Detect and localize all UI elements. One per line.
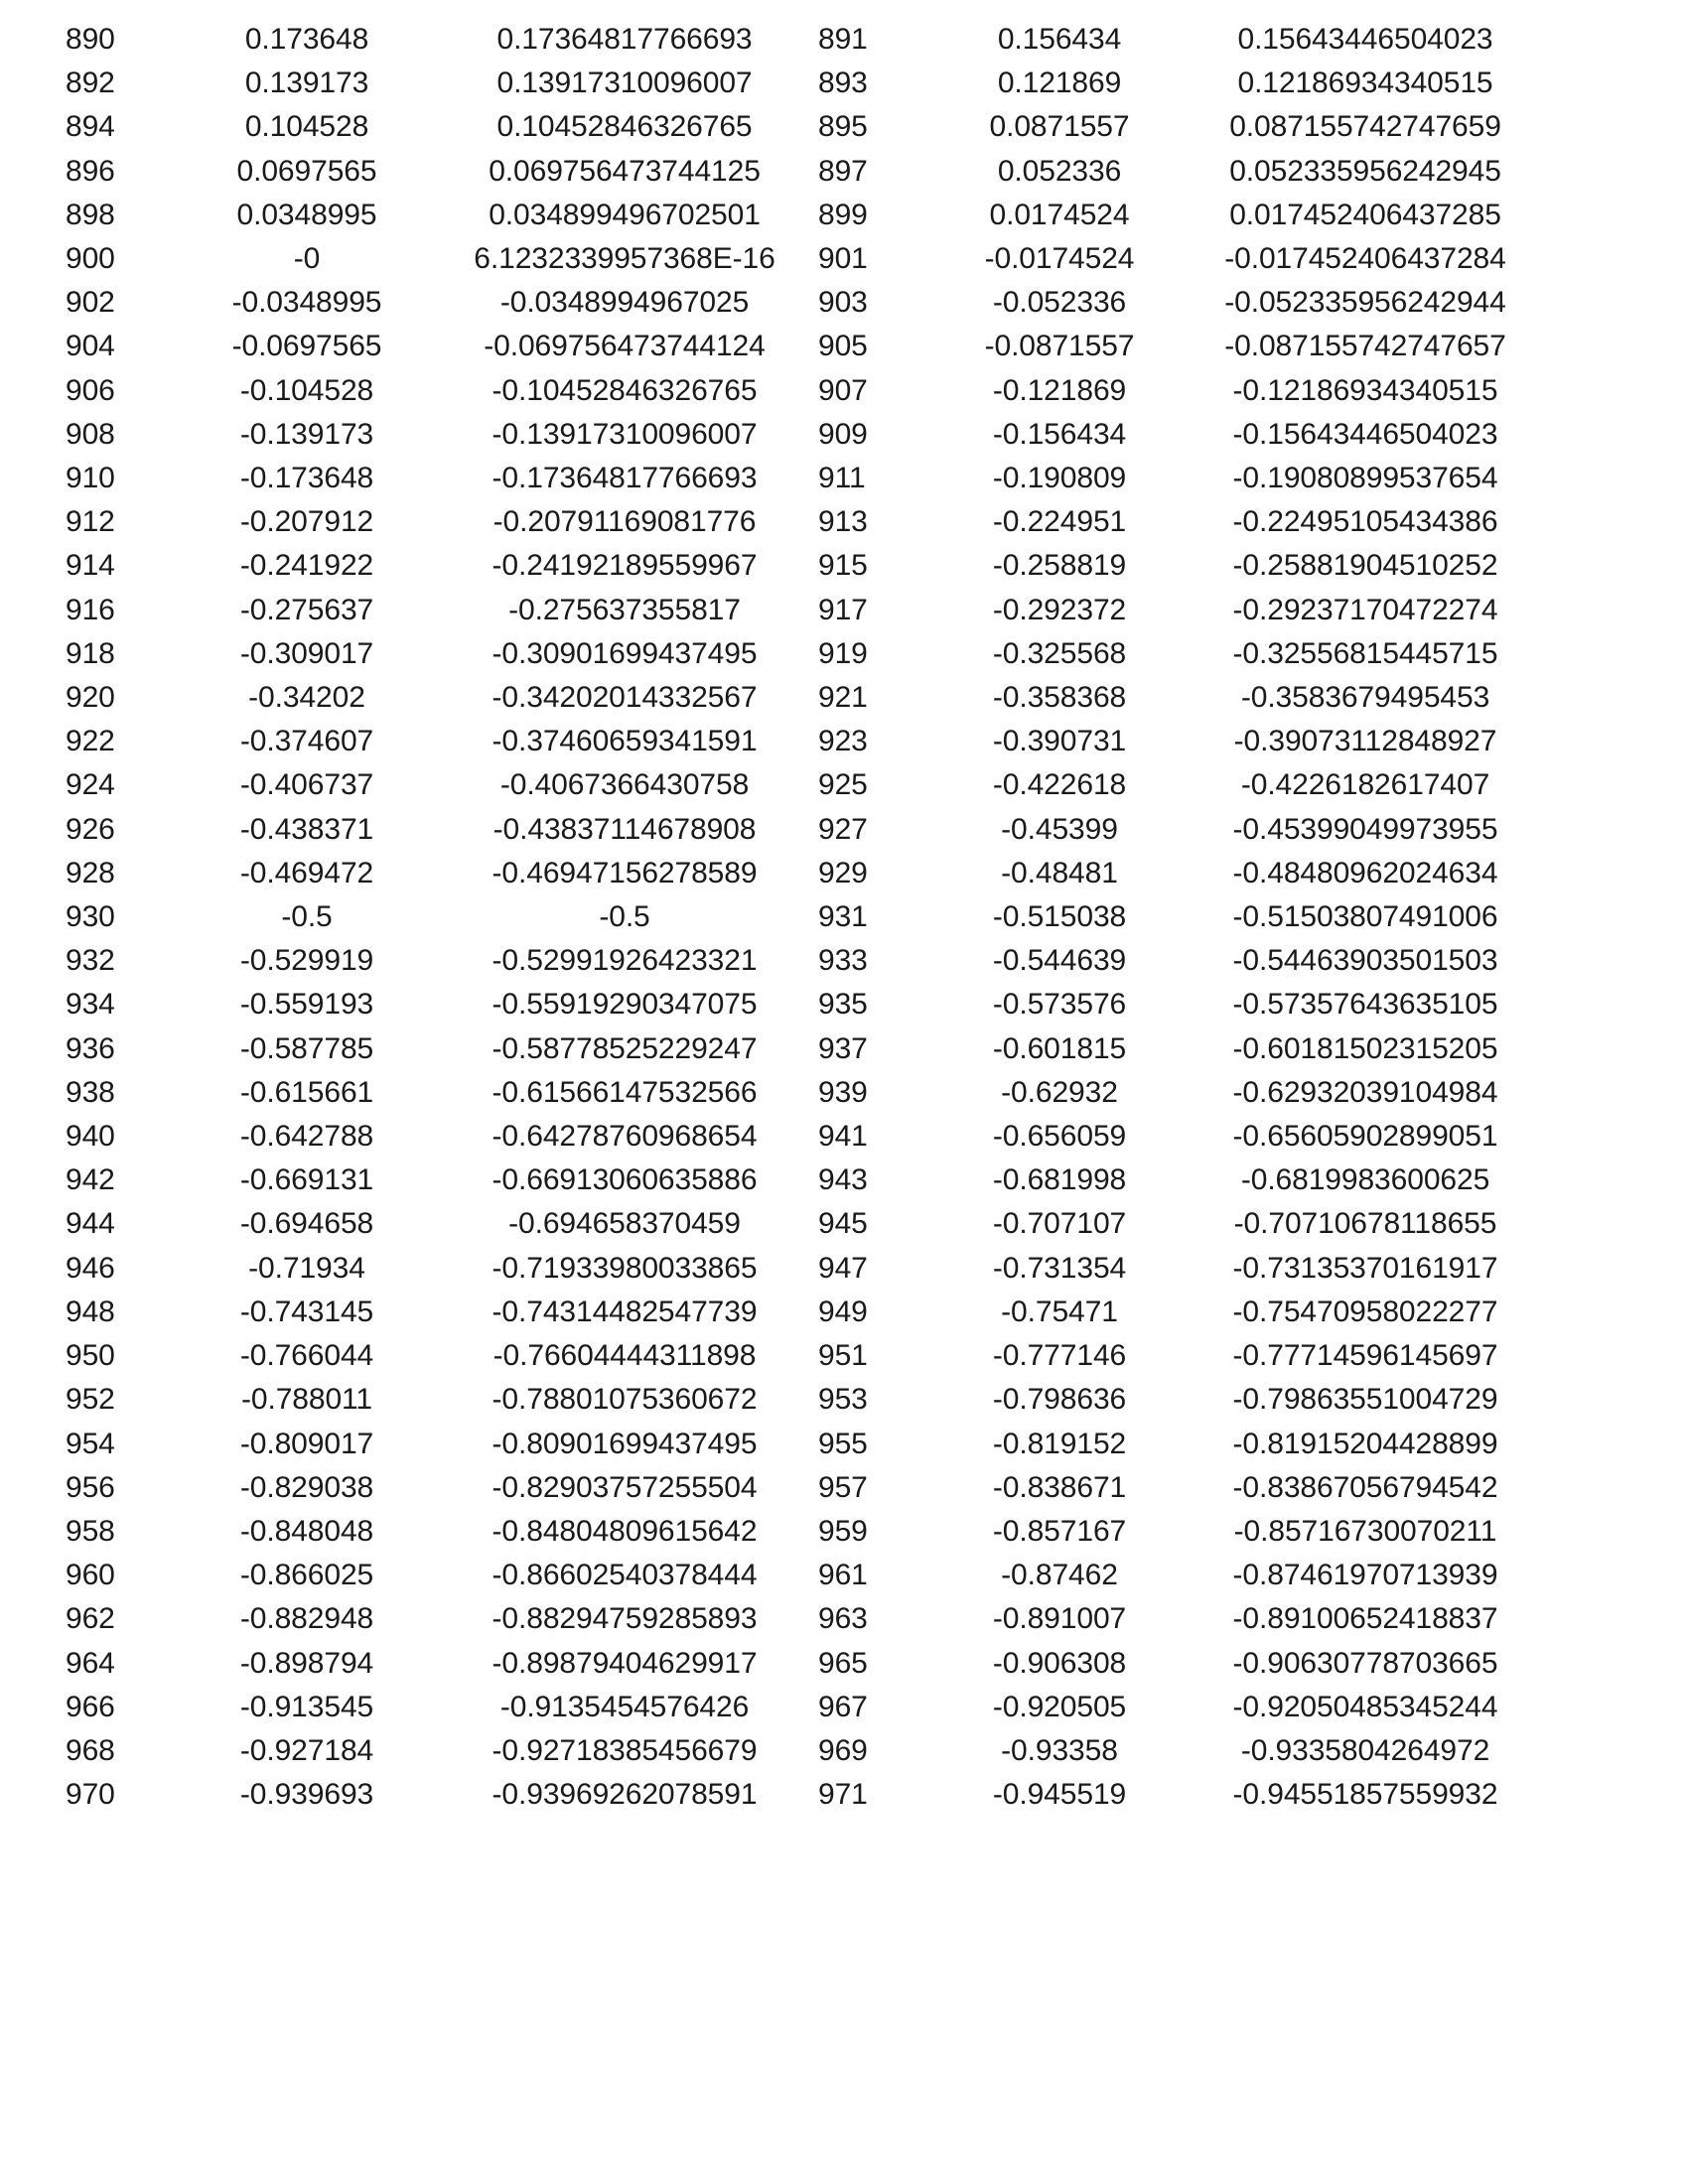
table-row: [66, 676, 1547, 720]
cell-value-full-b: -0.57357643635105: [1232, 988, 1498, 1022]
cell-value-rounded-b: -0.422618: [992, 768, 1127, 802]
cell-index-b: 949: [818, 1295, 868, 1328]
cell-value-full-b: -0.81915204428899: [1232, 1427, 1498, 1460]
cell-value-rounded-a: -0.0697565: [231, 330, 382, 363]
cell-value-full-a: -0.30901699437495: [492, 636, 758, 670]
cell-value-rounded-b: -0.48481: [1001, 856, 1118, 889]
cell-value-full-a: -0.74314482547739: [492, 1295, 758, 1328]
cell-index-a: 922: [66, 725, 115, 758]
cell-value-full-a: -0.71933980033865: [492, 1251, 758, 1285]
cell-index-b: 911: [818, 462, 866, 495]
table-row: [66, 150, 1547, 194]
cell-value-rounded-a: -0.642788: [239, 1120, 374, 1154]
table-row: [66, 325, 1547, 368]
cell-value-full-b: -0.54463903501503: [1232, 944, 1498, 978]
cell-value-rounded-b: -0.731354: [992, 1251, 1127, 1285]
cell-value-rounded-b: -0.190809: [992, 462, 1127, 495]
cell-value-rounded-a: -0.766044: [239, 1339, 374, 1373]
cell-index-a: 898: [66, 198, 115, 231]
cell-value-full-b: -0.94551857559932: [1232, 1778, 1498, 1812]
cell-value-full-b: -0.052335956242944: [1224, 286, 1506, 320]
cell-value-full-a: -0.13917310096007: [492, 417, 758, 451]
cell-index-b: 919: [818, 636, 868, 670]
cell-value-full-a: 0.10452846326765: [496, 110, 753, 144]
cell-value-full-a: -0.86602540378444: [492, 1559, 758, 1592]
cell-value-full-a: -0.89879404629917: [492, 1646, 758, 1680]
cell-index-a: 928: [66, 856, 115, 889]
cell-index-a: 960: [66, 1559, 115, 1592]
cell-index-b: 905: [818, 330, 868, 363]
cell-value-full-a: -0.82903757255504: [492, 1470, 758, 1504]
cell-value-rounded-a: -0.898794: [239, 1646, 374, 1680]
cell-value-rounded-b: -0.681998: [992, 1163, 1127, 1197]
cell-value-rounded-b: 0.0871557: [989, 110, 1130, 144]
cell-value-rounded-b: -0.0174524: [984, 242, 1135, 276]
cell-value-rounded-a: -0.829038: [239, 1470, 374, 1504]
table-row: [66, 763, 1547, 807]
cell-index-a: 952: [66, 1383, 115, 1417]
cell-index-b: 945: [818, 1207, 868, 1241]
cell-value-rounded-b: -0.156434: [992, 417, 1127, 451]
cell-index-a: 918: [66, 636, 115, 670]
cell-index-a: 930: [66, 900, 115, 934]
table-row: [66, 1554, 1547, 1597]
cell-value-full-b: -0.45399049973955: [1232, 812, 1498, 846]
cell-value-full-b: -0.19080899537654: [1232, 462, 1498, 495]
cell-value-rounded-b: -0.052336: [992, 286, 1127, 320]
cell-index-a: 924: [66, 768, 115, 802]
cell-index-b: 967: [818, 1690, 868, 1723]
cell-index-b: 901: [818, 242, 868, 276]
cell-index-b: 969: [818, 1733, 868, 1767]
cell-value-full-a: -0.78801075360672: [492, 1383, 758, 1417]
cell-index-a: 892: [66, 67, 115, 100]
cell-value-rounded-a: -0.374607: [239, 725, 374, 758]
cell-value-rounded-a: -0.788011: [241, 1383, 372, 1417]
cell-value-rounded-b: -0.777146: [992, 1339, 1127, 1373]
cell-index-b: 921: [818, 681, 868, 715]
cell-value-full-a: -0.58778525229247: [492, 1031, 758, 1065]
cell-index-a: 962: [66, 1602, 115, 1636]
cell-index-a: 948: [66, 1295, 115, 1328]
cell-value-rounded-b: -0.75471: [1001, 1295, 1118, 1328]
table-row: [66, 369, 1547, 413]
cell-value-rounded-a: -0.939693: [239, 1778, 374, 1812]
cell-index-b: 937: [818, 1031, 868, 1065]
cell-value-full-a: -0.275637355817: [508, 593, 741, 626]
cell-index-a: 938: [66, 1075, 115, 1109]
table-row: [66, 808, 1547, 852]
cell-value-full-a: 0.069756473744125: [489, 154, 761, 188]
cell-index-a: 940: [66, 1120, 115, 1154]
cell-value-rounded-b: 0.156434: [997, 23, 1122, 56]
cell-value-full-b: -0.60181502315205: [1232, 1031, 1498, 1065]
cell-value-rounded-a: -0.743145: [239, 1295, 374, 1328]
cell-value-full-a: -0.069756473744124: [484, 330, 766, 363]
table-row: [66, 457, 1547, 500]
cell-value-full-b: 0.052335956242945: [1229, 154, 1501, 188]
cell-index-b: 971: [818, 1778, 868, 1812]
cell-index-b: 963: [818, 1602, 868, 1636]
cell-index-b: 917: [818, 593, 868, 626]
cell-value-rounded-b: -0.573576: [992, 988, 1127, 1022]
cell-value-rounded-a: -0.34202: [248, 681, 365, 715]
cell-value-rounded-a: 0.139173: [244, 67, 369, 100]
cell-index-b: 943: [818, 1163, 868, 1197]
table-row: [66, 281, 1547, 325]
cell-index-a: 894: [66, 110, 115, 144]
cell-value-rounded-a: 0.0697565: [236, 154, 377, 188]
cell-value-full-b: -0.87461970713939: [1232, 1559, 1498, 1592]
cell-index-b: 935: [818, 988, 868, 1022]
cell-value-full-a: -0.0348994967025: [499, 286, 750, 320]
numeric-value-table: [66, 18, 1547, 1817]
cell-index-a: 932: [66, 944, 115, 978]
cell-index-a: 914: [66, 549, 115, 583]
cell-value-full-b: -0.77714596145697: [1232, 1339, 1498, 1373]
cell-value-rounded-b: -0.819152: [992, 1427, 1127, 1460]
cell-value-full-a: 0.034899496702501: [489, 198, 761, 231]
table-row: [66, 1027, 1547, 1071]
cell-value-rounded-a: -0.406737: [239, 768, 374, 802]
cell-value-full-a: -0.64278760968654: [492, 1120, 758, 1154]
table-row: [66, 500, 1547, 544]
cell-value-rounded-a: -0.587785: [239, 1031, 374, 1065]
cell-index-b: 909: [818, 417, 868, 451]
table-row: [66, 852, 1547, 895]
cell-value-full-b: -0.32556815445715: [1232, 636, 1498, 670]
cell-value-rounded-b: -0.891007: [992, 1602, 1127, 1636]
cell-value-rounded-a: -0.694658: [239, 1207, 374, 1241]
cell-index-a: 896: [66, 154, 115, 188]
table-row: [66, 1071, 1547, 1115]
cell-value-rounded-b: -0.798636: [992, 1383, 1127, 1417]
table-row: [66, 1729, 1547, 1773]
cell-value-full-a: -0.9135454576426: [499, 1690, 750, 1723]
cell-value-full-b: -0.9335804264972: [1240, 1733, 1490, 1767]
cell-value-rounded-a: -0.913545: [239, 1690, 374, 1723]
table-row: [66, 1686, 1547, 1729]
cell-value-rounded-b: -0.358368: [992, 681, 1127, 715]
cell-index-a: 944: [66, 1207, 115, 1241]
cell-value-full-b: -0.90630778703665: [1232, 1646, 1498, 1680]
table-row: [66, 1115, 1547, 1159]
cell-value-rounded-a: -0.275637: [239, 593, 374, 626]
cell-value-full-b: -0.83867056794542: [1232, 1470, 1498, 1504]
cell-value-rounded-a: -0.529919: [239, 944, 374, 978]
cell-value-full-b: -0.15643446504023: [1232, 417, 1498, 451]
cell-index-b: 897: [818, 154, 868, 188]
cell-index-a: 890: [66, 23, 115, 56]
cell-value-rounded-a: -0.71934: [248, 1251, 365, 1285]
cell-value-full-a: -0.61566147532566: [492, 1075, 758, 1109]
table-row: [66, 544, 1547, 588]
cell-value-full-a: -0.5: [599, 900, 650, 934]
cell-value-rounded-a: -0.809017: [239, 1427, 374, 1460]
cell-index-a: 968: [66, 1733, 115, 1767]
cell-value-full-a: 6.1232339957368E-16: [474, 242, 775, 276]
cell-value-rounded-b: -0.838671: [992, 1470, 1127, 1504]
table-body: [66, 18, 1547, 1817]
cell-value-full-b: -0.65605902899051: [1232, 1120, 1498, 1154]
cell-value-rounded-a: -0.207912: [239, 505, 374, 539]
cell-value-rounded-a: -0.669131: [239, 1163, 374, 1197]
cell-index-a: 942: [66, 1163, 115, 1197]
cell-index-b: 951: [818, 1339, 868, 1373]
cell-value-full-b: -0.89100652418837: [1232, 1602, 1498, 1636]
table-row: [66, 1378, 1547, 1422]
cell-value-rounded-b: -0.62932: [1001, 1075, 1118, 1109]
cell-value-rounded-b: -0.390731: [992, 725, 1127, 758]
cell-value-full-b: -0.4226182617407: [1240, 768, 1490, 802]
cell-value-rounded-b: -0.656059: [992, 1120, 1127, 1154]
cell-value-rounded-a: 0.104528: [244, 110, 369, 144]
table-row: [66, 1291, 1547, 1334]
cell-index-b: 959: [818, 1514, 868, 1548]
cell-value-full-b: -0.92050485345244: [1232, 1690, 1498, 1723]
cell-value-rounded-a: 0.0348995: [236, 198, 377, 231]
cell-value-full-a: -0.93969262078591: [492, 1778, 758, 1812]
cell-value-full-b: -0.25881904510252: [1232, 549, 1498, 583]
cell-value-rounded-a: -0.241922: [239, 549, 374, 583]
cell-value-rounded-a: -0.469472: [239, 856, 374, 889]
cell-value-full-a: -0.80901699437495: [492, 1427, 758, 1460]
cell-index-a: 934: [66, 988, 115, 1022]
cell-index-b: 941: [818, 1120, 868, 1154]
cell-index-a: 908: [66, 417, 115, 451]
table-row: [66, 589, 1547, 632]
cell-value-full-a: -0.10452846326765: [492, 373, 758, 407]
table-row: [66, 983, 1547, 1026]
cell-value-rounded-a: -0.139173: [239, 417, 374, 451]
cell-value-full-a: -0.34202014332567: [492, 681, 758, 715]
cell-index-a: 910: [66, 462, 115, 495]
cell-index-b: 899: [818, 198, 868, 231]
cell-value-rounded-a: -0.866025: [239, 1559, 374, 1592]
cell-index-b: 929: [818, 856, 868, 889]
cell-value-full-b: -0.22495105434386: [1232, 505, 1498, 539]
cell-index-b: 923: [818, 725, 868, 758]
cell-value-rounded-b: 0.121869: [997, 67, 1122, 100]
table-row: [66, 632, 1547, 676]
cell-value-rounded-b: -0.258819: [992, 549, 1127, 583]
cell-index-b: 925: [818, 768, 868, 802]
cell-value-full-a: -0.4067366430758: [499, 768, 750, 802]
cell-value-full-b: 0.12186934340515: [1237, 67, 1493, 100]
cell-index-b: 961: [818, 1559, 868, 1592]
cell-index-a: 956: [66, 1470, 115, 1504]
cell-value-rounded-a: -0: [293, 242, 321, 276]
cell-value-full-b: -0.087155742747657: [1224, 330, 1506, 363]
table-row: [66, 237, 1547, 281]
table-row: [66, 1510, 1547, 1554]
cell-value-full-a: -0.46947156278589: [492, 856, 758, 889]
cell-value-full-a: -0.55919290347075: [492, 988, 758, 1022]
table-row: [66, 1202, 1547, 1246]
cell-value-rounded-a: -0.104528: [239, 373, 374, 407]
table-row: [66, 1423, 1547, 1466]
cell-index-b: 913: [818, 505, 868, 539]
cell-index-a: 946: [66, 1251, 115, 1285]
cell-index-b: 957: [818, 1470, 868, 1504]
cell-value-full-a: -0.92718385456679: [492, 1733, 758, 1767]
cell-value-rounded-b: -0.945519: [992, 1778, 1127, 1812]
cell-index-a: 904: [66, 330, 115, 363]
cell-value-full-a: -0.24192189559967: [492, 549, 758, 583]
cell-index-b: 907: [818, 373, 868, 407]
cell-value-rounded-b: 0.0174524: [989, 198, 1130, 231]
cell-value-rounded-b: -0.0871557: [984, 330, 1135, 363]
cell-value-rounded-b: -0.601815: [992, 1031, 1127, 1065]
cell-value-full-b: -0.6819983600625: [1240, 1163, 1490, 1197]
table-row: [66, 1334, 1547, 1378]
cell-value-full-a: 0.17364817766693: [496, 23, 753, 56]
table-row: [66, 720, 1547, 763]
cell-value-full-a: -0.43837114678908: [492, 812, 757, 846]
cell-index-a: 936: [66, 1031, 115, 1065]
cell-index-a: 906: [66, 373, 115, 407]
cell-value-full-a: -0.52991926423321: [492, 944, 758, 978]
table-row: [66, 895, 1547, 939]
cell-index-b: 953: [818, 1383, 868, 1417]
cell-value-rounded-b: -0.544639: [992, 944, 1127, 978]
cell-index-b: 939: [818, 1075, 868, 1109]
cell-value-rounded-a: -0.173648: [239, 462, 374, 495]
cell-value-rounded-b: -0.325568: [992, 636, 1127, 670]
cell-value-rounded-b: -0.515038: [992, 900, 1127, 934]
cell-value-rounded-a: -0.309017: [239, 636, 374, 670]
table-row: [66, 413, 1547, 457]
cell-index-b: 895: [818, 110, 868, 144]
cell-value-full-a: -0.37460659341591: [492, 725, 758, 758]
cell-index-b: 955: [818, 1427, 868, 1460]
cell-index-a: 958: [66, 1514, 115, 1548]
cell-value-rounded-b: -0.707107: [992, 1207, 1127, 1241]
cell-value-rounded-a: -0.438371: [239, 812, 374, 846]
cell-value-rounded-b: -0.224951: [992, 505, 1127, 539]
cell-index-b: 903: [818, 286, 868, 320]
cell-value-full-a: -0.694658370459: [508, 1207, 741, 1241]
cell-value-full-a: -0.76604444311898: [492, 1339, 757, 1373]
cell-value-rounded-b: -0.45399: [1001, 812, 1118, 846]
cell-index-b: 933: [818, 944, 868, 978]
table-row: [66, 1466, 1547, 1510]
cell-value-full-b: -0.29237170472274: [1232, 593, 1498, 626]
cell-index-a: 954: [66, 1427, 115, 1460]
cell-value-rounded-b: -0.87462: [1001, 1559, 1118, 1592]
cell-value-full-a: -0.84804809615642: [492, 1514, 758, 1548]
table-row: [66, 1642, 1547, 1686]
cell-value-rounded-b: -0.906308: [992, 1646, 1127, 1680]
table-row: [66, 939, 1547, 983]
cell-index-a: 902: [66, 286, 115, 320]
cell-index-a: 970: [66, 1778, 115, 1812]
cell-value-full-b: -0.70710678118655: [1233, 1207, 1497, 1241]
cell-value-full-b: 0.15643446504023: [1237, 23, 1493, 56]
cell-index-a: 966: [66, 1690, 115, 1723]
cell-value-full-b: -0.017452406437284: [1224, 242, 1506, 276]
cell-index-a: 964: [66, 1646, 115, 1680]
cell-value-full-b: -0.85716730070211: [1233, 1514, 1497, 1548]
cell-value-rounded-a: -0.927184: [239, 1733, 374, 1767]
cell-value-rounded-b: -0.857167: [992, 1514, 1127, 1548]
cell-value-full-b: -0.75470958022277: [1232, 1295, 1498, 1328]
cell-index-a: 950: [66, 1339, 115, 1373]
cell-value-full-b: -0.39073112848927: [1233, 725, 1497, 758]
table-row: [66, 194, 1547, 237]
table-row: [66, 1597, 1547, 1641]
cell-value-full-a: -0.88294759285893: [492, 1602, 758, 1636]
cell-value-full-b: -0.73135370161917: [1232, 1251, 1498, 1285]
cell-value-full-b: 0.087155742747659: [1229, 110, 1501, 144]
cell-value-full-b: -0.48480962024634: [1232, 856, 1498, 889]
cell-value-full-b: -0.12186934340515: [1232, 373, 1498, 407]
cell-value-rounded-b: -0.93358: [1001, 1733, 1118, 1767]
cell-value-rounded-a: -0.5: [281, 900, 333, 934]
cell-index-b: 893: [818, 67, 868, 100]
cell-index-b: 965: [818, 1646, 868, 1680]
table-row: [66, 62, 1547, 105]
cell-value-rounded-b: -0.121869: [992, 373, 1127, 407]
cell-index-b: 915: [818, 549, 868, 583]
cell-value-full-b: 0.017452406437285: [1229, 198, 1501, 231]
cell-value-rounded-a: -0.848048: [239, 1514, 374, 1548]
cell-value-rounded-a: 0.173648: [244, 23, 369, 56]
table-row: [66, 1773, 1547, 1817]
cell-index-b: 891: [818, 23, 868, 56]
cell-value-rounded-b: -0.292372: [992, 593, 1127, 626]
cell-value-full-b: -0.51503807491006: [1232, 900, 1498, 934]
cell-value-rounded-b: -0.920505: [992, 1690, 1127, 1723]
cell-index-a: 916: [66, 593, 115, 626]
table-row: [66, 105, 1547, 149]
cell-value-full-b: -0.79863551004729: [1232, 1383, 1498, 1417]
cell-value-full-a: 0.13917310096007: [496, 67, 753, 100]
cell-value-rounded-a: -0.615661: [239, 1075, 374, 1109]
cell-index-a: 920: [66, 681, 115, 715]
cell-value-full-a: -0.66913060635886: [492, 1163, 758, 1197]
cell-value-full-b: -0.3583679495453: [1240, 681, 1490, 715]
cell-index-b: 927: [818, 812, 868, 846]
cell-value-full-b: -0.62932039104984: [1232, 1075, 1498, 1109]
table-row: [66, 1247, 1547, 1291]
cell-index-a: 926: [66, 812, 115, 846]
cell-value-rounded-a: -0.882948: [239, 1602, 374, 1636]
table-row: [66, 1159, 1547, 1202]
cell-value-rounded-a: -0.559193: [239, 988, 374, 1022]
table-row: [66, 18, 1547, 62]
cell-value-rounded-a: -0.0348995: [231, 286, 382, 320]
cell-value-full-a: -0.20791169081776: [492, 505, 757, 539]
cell-index-a: 900: [66, 242, 115, 276]
cell-value-rounded-b: 0.052336: [997, 154, 1122, 188]
cell-index-b: 947: [818, 1251, 868, 1285]
cell-index-a: 912: [66, 505, 115, 539]
cell-index-b: 931: [818, 900, 868, 934]
cell-value-full-a: -0.17364817766693: [492, 462, 758, 495]
